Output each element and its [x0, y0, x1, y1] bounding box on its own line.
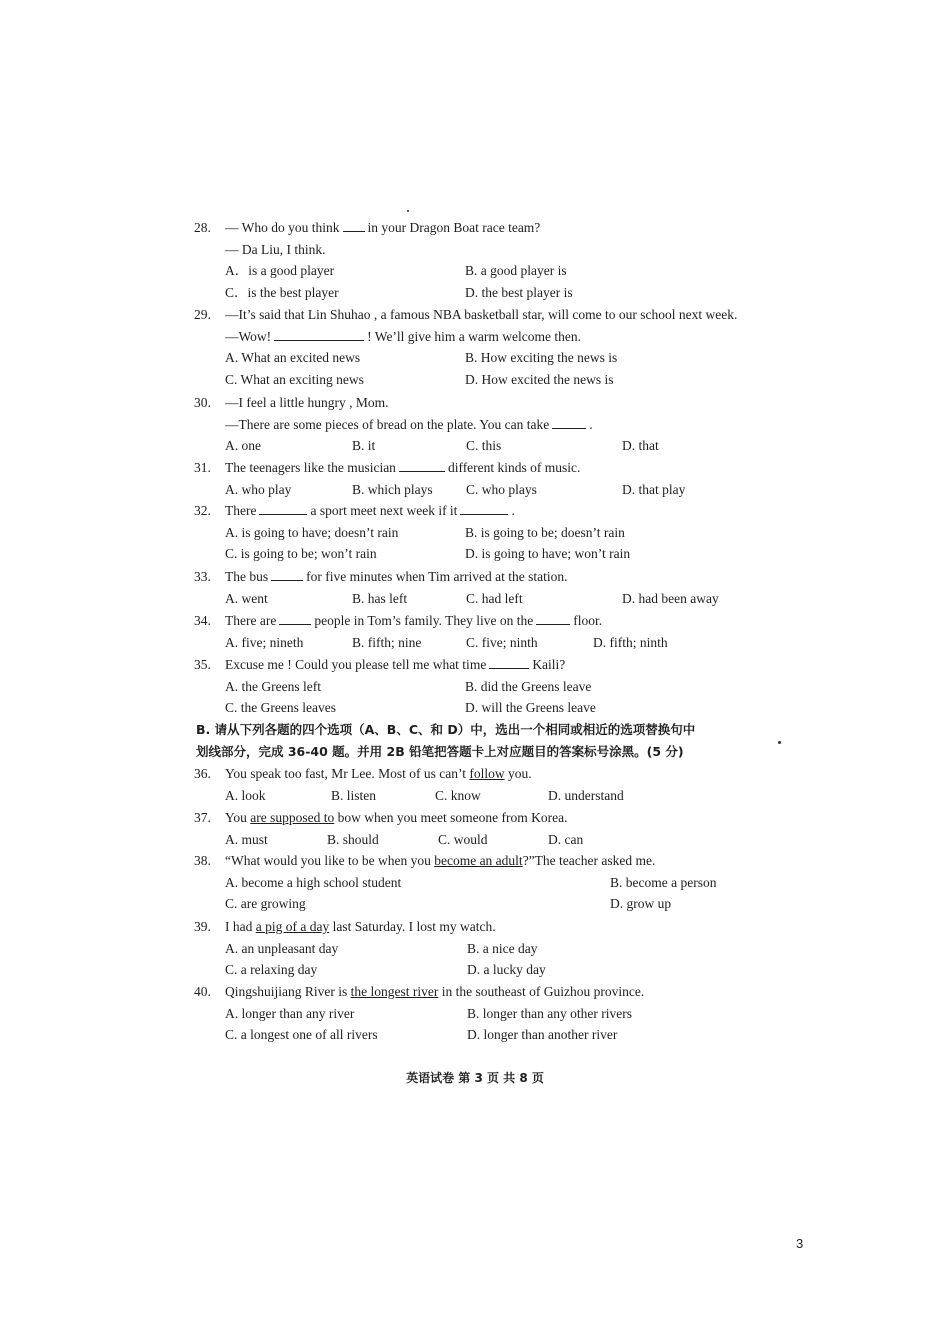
question-39 [194, 916, 764, 981]
answer-blank [279, 610, 311, 625]
question-text: for five minutes when Tim arrived at the station. [306, 569, 568, 584]
question-number: 37. [194, 810, 211, 825]
question-text: different kinds of music. [447, 460, 581, 475]
question-text: Qingshuijiang River is [225, 984, 348, 999]
question-text: You [225, 810, 247, 825]
answer-blank [460, 500, 508, 515]
underlined-phrase: become an adult [434, 853, 523, 868]
question-28 [194, 217, 764, 304]
question-30 [194, 392, 764, 457]
question-text: There are [225, 613, 277, 628]
question-subtext: — Da Liu, I think. [225, 241, 326, 257]
option-d: D. will the Greens leave [465, 700, 596, 716]
question-37 [194, 807, 764, 850]
question-text: bow when you meet someone from Korea. [337, 810, 568, 825]
answer-blank [274, 326, 364, 341]
option-a: A. is going to have; doesn’t rain [225, 524, 399, 540]
answer-blank [343, 217, 365, 232]
option-a: A. longer than any river [225, 1005, 355, 1021]
option-d: D. had been away [622, 590, 719, 606]
option-c: C. who plays [466, 481, 537, 497]
option-a: A. the Greens left [225, 678, 321, 694]
option-d: D. a lucky day [467, 962, 546, 978]
question-29 [194, 304, 764, 391]
option-b: B. has left [352, 590, 408, 606]
page-footer: 英语试卷 第 3 页 共 8 页 [406, 1071, 544, 1085]
question-number: 31. [194, 460, 211, 475]
question-text: floor. [573, 613, 603, 628]
option-a: A. look [225, 787, 266, 803]
option-b: B. fifth; nine [352, 634, 422, 650]
question-text: The bus [225, 569, 269, 584]
option-d: D. that [622, 438, 659, 454]
question-text: last Saturday. I lost my watch. [332, 919, 496, 934]
question-number: 39. [194, 919, 211, 934]
question-text: —It’s said that Lin Shuhao , a famous NBA basketball star, will come to our school next week. [225, 307, 738, 322]
question-number: 33. [194, 569, 211, 584]
answer-blank [399, 457, 445, 472]
option-d: D. How excited the news is [465, 372, 614, 388]
question-text: in your Dragon Boat race team? [367, 220, 541, 235]
option-a: A. must [225, 831, 268, 847]
question-text: The teenagers like the musician [225, 460, 396, 475]
option-a: A. five; nineth [225, 634, 304, 650]
option-d: D. that play [622, 481, 686, 497]
question-text: in the southeast of Guizhou province. [441, 984, 645, 999]
page-number: 3 [796, 1236, 804, 1251]
question-number: 36. [194, 766, 211, 781]
question-31 [194, 457, 764, 500]
answer-blank [271, 566, 303, 581]
question-text: There [225, 503, 257, 518]
option-c: C. would [438, 831, 488, 847]
question-number: 30. [194, 395, 211, 410]
option-d: D. grow up [610, 896, 672, 912]
option-c: C. the Greens leaves [225, 700, 336, 716]
option-a: A. become a high school student [225, 874, 402, 890]
question-32 [194, 500, 764, 565]
question-text: — Who do you think [225, 220, 340, 235]
underlined-phrase: the longest river [350, 984, 439, 999]
answer-blank [489, 654, 529, 669]
option-c: C. What an exciting news [225, 372, 364, 388]
option-c: C. this [466, 438, 502, 454]
question-number: 40. [194, 984, 211, 999]
underlined-phrase: are supposed to [250, 810, 335, 825]
answer-blank [536, 610, 570, 625]
option-d: D. longer than another river [467, 1027, 618, 1043]
question-number: 38. [194, 853, 211, 868]
option-b: B. longer than any other rivers [467, 1005, 632, 1021]
option-b: B. it [352, 438, 376, 454]
option-a: A. an unpleasant day [225, 940, 339, 956]
scan-speck [407, 210, 409, 212]
question-text: You speak too fast, Mr Lee. Most of us can’t [225, 766, 466, 781]
question-33 [194, 566, 764, 609]
option-d: D. can [548, 831, 584, 847]
question-text: a sport meet next week if it [310, 503, 458, 518]
section-b-instructions [196, 719, 761, 762]
question-subtext: —Wow! [225, 328, 272, 344]
option-a: A. who play [225, 481, 292, 497]
question-subtext: ! We’ll give him a warm welcome then. [367, 328, 582, 344]
question-text: Kaili? [532, 657, 566, 672]
scan-speck [778, 741, 781, 744]
option-b: B. listen [331, 787, 377, 803]
question-36 [194, 763, 764, 806]
question-subtext: —There are some pieces of bread on the plate. You can take [225, 416, 550, 432]
question-35 [194, 654, 764, 719]
option-c: C. had left [466, 590, 523, 606]
question-text: I had [225, 919, 253, 934]
question-number: 35. [194, 657, 211, 672]
question-number: 28. [194, 220, 211, 235]
question-number: 34. [194, 613, 211, 628]
question-text: people in Tom’s family. They live on the [314, 613, 534, 628]
option-c: C. are growing [225, 896, 306, 912]
option-b: B. How exciting the news is [465, 350, 618, 366]
section-b-line: 划线部分，完成 36-40 题。并用 2B 铅笔把答题卡上对应题目的答案标号涂黑。(5 分) [196, 743, 684, 759]
question-text: “What would you like to be when you [225, 853, 431, 868]
answer-blank [259, 500, 307, 515]
option-c: C．is the best player [225, 285, 339, 301]
option-a: A．is a good player [225, 263, 335, 279]
option-d: D. understand [548, 787, 624, 803]
question-38 [194, 850, 764, 915]
option-d: D. is going to have; won’t rain [465, 546, 631, 562]
question-text: ?”The teacher asked me. [522, 853, 656, 868]
underlined-phrase: a pig of a day [255, 919, 330, 934]
option-b: B. did the Greens leave [465, 678, 592, 694]
option-c: C. a relaxing day [225, 962, 318, 978]
option-b: B. a nice day [467, 940, 538, 956]
question-text: —I feel a little hungry , Mom. [225, 395, 389, 410]
underlined-phrase: follow [469, 766, 505, 781]
question-number: 29. [194, 307, 211, 322]
question-34 [194, 610, 764, 653]
question-number: 32. [194, 503, 211, 518]
option-b: B. a good player is [465, 263, 567, 279]
section-b-line: B. 请从下列各题的四个选项（A、B、C、和 D）中，选出一个相同或相近的选项替换句中 [196, 722, 696, 737]
option-b: B. which plays [352, 481, 433, 497]
question-40 [194, 981, 764, 1046]
answer-blank [552, 414, 586, 429]
question-text: Excuse me ! Could you please tell me what time [225, 657, 487, 672]
option-c: C. five; ninth [466, 634, 538, 650]
option-d: D. the best player is [465, 285, 573, 301]
option-a: A. went [225, 590, 268, 606]
option-a: A. What an excited news [225, 350, 361, 366]
option-b: B. become a person [610, 874, 717, 890]
question-text: you. [507, 766, 532, 781]
question-subtext: . [589, 416, 593, 432]
option-c: C. is going to be; won’t rain [225, 546, 377, 562]
option-c: C. know [435, 787, 481, 803]
option-b: B. is going to be; doesn’t rain [465, 524, 625, 540]
option-d: D. fifth; ninth [593, 634, 668, 650]
option-b: B. should [327, 831, 379, 847]
question-text: . [511, 503, 515, 518]
option-a: A. one [225, 438, 261, 454]
option-c: C. a longest one of all rivers [225, 1027, 378, 1043]
